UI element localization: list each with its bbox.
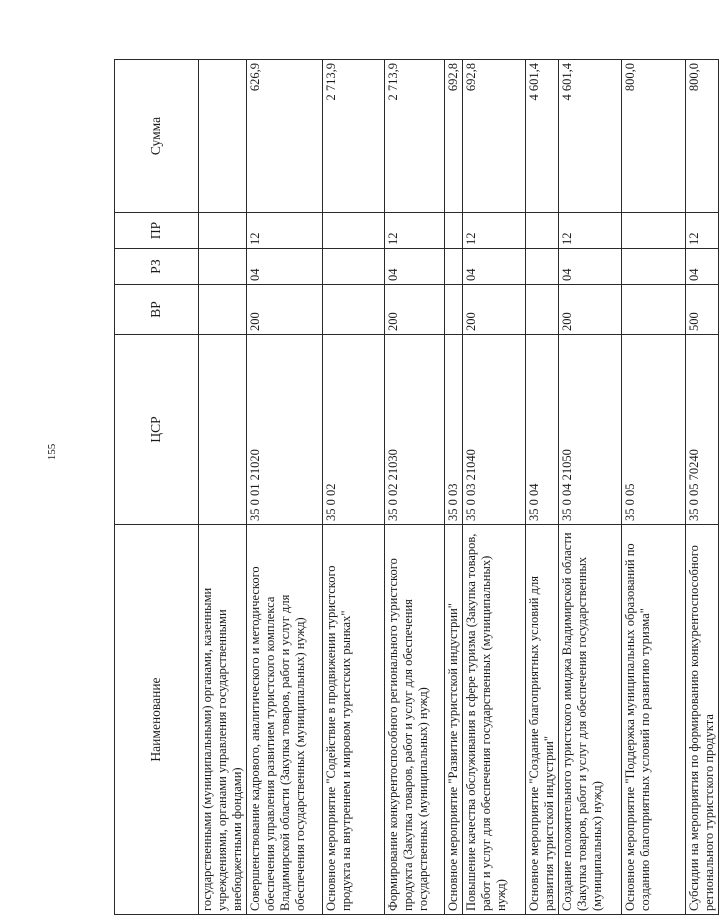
header-name: Наименование [115,525,199,915]
row-csr: 35 0 05 70240 [686,335,719,525]
row-pr: 12 [686,213,719,249]
row-pr: 12 [463,213,526,249]
row-vr [323,285,385,335]
row-name: государственными (муниципальными) органами, казенными учреждениями, органами управления государственными внебюджетными фондами) [199,525,247,915]
row-pr: 12 [559,213,622,249]
row-name: Основное мероприятие "Поддержка муниципальных образований по созданию благоприятных условий по развитию туризма" [622,525,686,915]
table-row [385,60,445,915]
header-rz: РЗ [115,249,199,285]
row-rz: 04 [559,249,622,285]
row-pr: 12 [385,213,445,249]
row-name: Повышение качества обслуживания в сфере туризма (Закупка товаров, работ и услуг для обеспечения государственных (муниципальных) нужд) [463,525,526,915]
row-pr [526,213,559,249]
row-rz [526,249,559,285]
row-pr [622,213,686,249]
row-rz: 04 [247,249,323,285]
row-pr [199,213,247,249]
table-row [559,60,622,915]
row-csr [199,335,247,525]
row-name: Основное мероприятие "Развитие туристской индустрии" [445,525,463,915]
table-row [445,60,463,915]
row-csr: 35 0 01 21020 [247,335,323,525]
row-csr: 35 0 03 [445,335,463,525]
row-vr: 200 [247,285,323,335]
row-rz [199,249,247,285]
header-vr: ВР [115,285,199,335]
row-sum: 626,9 [247,60,323,213]
row-sum: 692,8 [445,60,463,213]
table-row [247,60,323,915]
budget-table [114,59,719,915]
row-sum: 2 713,9 [323,60,385,213]
budget-sheet [114,60,716,915]
row-csr: 35 0 05 [622,335,686,525]
table-row [463,60,526,915]
page-number: 155 [46,443,58,461]
header-sum: Сумма [115,60,199,213]
row-sum: 4 601,4 [559,60,622,213]
row-sum: 800,0 [686,60,719,213]
table-row [526,60,559,915]
row-name: Субсидии на мероприятия по формированию конкурентоспособного регионального туристского продукта [686,525,719,915]
row-name: Основное мероприятие "Содействие в продвижении туристского продукта на внутреннем и мировом туристских рынках" [323,525,385,915]
row-vr: 200 [463,285,526,335]
row-name: Совершенствование кадрового, аналитического и методического обеспечения управления развитием туристского комплекса Владимирской области (Закупка товаров, работ и услуг для обеспечения государственных (муниципальных) нужд) [247,525,323,915]
row-pr [323,213,385,249]
row-pr [445,213,463,249]
table-row [622,60,686,915]
header-row [115,60,199,915]
header-csr: ЦСР [115,335,199,525]
row-vr [526,285,559,335]
table-row [199,60,247,915]
table-row [323,60,385,915]
row-name: Основное мероприятие "Создание благоприятных условий для развития туристской индустрии" [526,525,559,915]
header-pr: ПР [115,213,199,249]
row-name: Формирование конкурентоспособного регионального туристского продукта (Закупка товаров, работ и услуг для обеспечения государственных (муниципальных) нужд) [385,525,445,915]
rotated-table-wrapper [114,60,716,915]
row-rz: 04 [463,249,526,285]
row-csr: 35 0 04 21050 [559,335,622,525]
row-sum [199,60,247,213]
row-csr: 35 0 02 21030 [385,335,445,525]
row-rz [323,249,385,285]
row-sum: 4 601,4 [526,60,559,213]
row-csr: 35 0 04 [526,335,559,525]
row-rz: 04 [385,249,445,285]
table-row [686,60,719,915]
row-vr [622,285,686,335]
row-vr: 500 [686,285,719,335]
row-rz: 04 [686,249,719,285]
row-vr [199,285,247,335]
row-pr: 12 [247,213,323,249]
row-vr: 200 [385,285,445,335]
row-rz [622,249,686,285]
row-sum: 2 713,9 [385,60,445,213]
row-name: Создание положительного туристского имиджа Владимирской области (Закупка товаров, работ и услуг для обеспечения государственных (муниципальных) нужд) [559,525,622,915]
row-vr: 200 [559,285,622,335]
row-sum: 800,0 [622,60,686,213]
row-sum: 692,8 [463,60,526,213]
row-csr: 35 0 03 21040 [463,335,526,525]
row-csr: 35 0 02 [323,335,385,525]
row-vr [445,285,463,335]
row-rz [445,249,463,285]
